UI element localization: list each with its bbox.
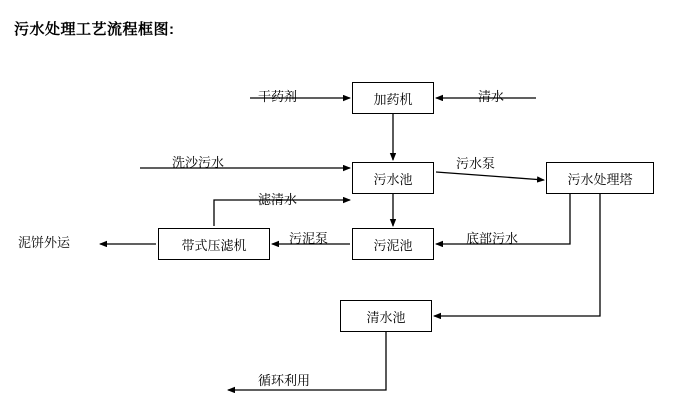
node-sewage-pool[interactable] xyxy=(352,162,434,194)
edge-label-sludge-pump: 污泥泵 xyxy=(289,231,329,246)
edge-label-mud-cake-out: 泥饼外运 xyxy=(18,235,71,250)
edge-label-sewage-pump: 污水泵 xyxy=(456,156,496,171)
edge-sewage-pool-to-tower xyxy=(436,172,544,180)
node-belt-filter-press[interactable] xyxy=(158,228,270,260)
edge-label-recycling-use: 循环利用 xyxy=(258,373,311,388)
node-dosing-machine[interactable] xyxy=(352,82,434,114)
node-label: 污泥池 xyxy=(373,237,413,253)
edge-label-dry-agent: 干药剂 xyxy=(258,89,298,104)
edge-label-sand-washing-sewage: 洗沙污水 xyxy=(172,155,225,170)
edge-label-filtrate-clear-water: 滤清水 xyxy=(258,192,298,207)
edge-tower-to-clear-water-pool xyxy=(434,194,600,316)
node-label: 带式压滤机 xyxy=(181,237,247,253)
node-label: 清水池 xyxy=(366,309,406,325)
node-clear-water-pool[interactable] xyxy=(340,300,432,332)
page-title: 污水处理工艺流程框图: xyxy=(14,21,175,38)
node-label: 加药机 xyxy=(373,91,413,107)
node-sludge-pool[interactable] xyxy=(352,228,434,260)
node-treatment-tower[interactable] xyxy=(546,162,654,194)
edge-label-bottom-sewage: 底部污水 xyxy=(466,231,519,246)
node-label: 污水处理塔 xyxy=(567,171,633,187)
edge-label-clean-water: 清水 xyxy=(478,89,505,104)
node-label: 污水池 xyxy=(373,171,413,187)
